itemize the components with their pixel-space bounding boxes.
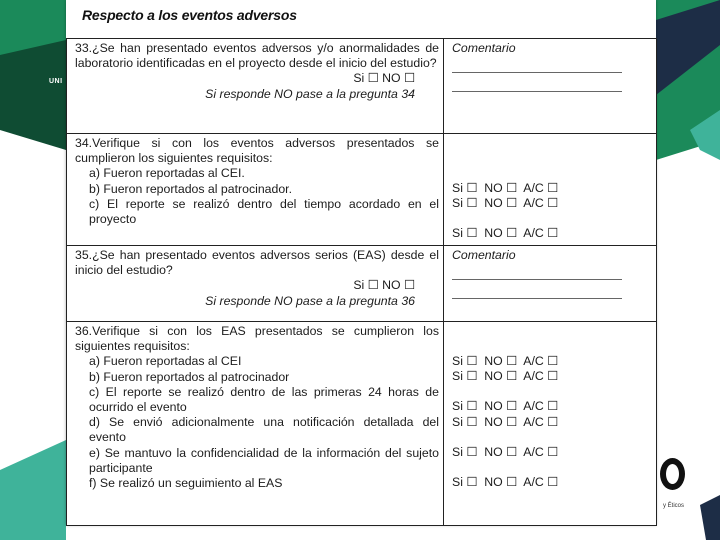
question-34-answer-a[interactable]: Si ☐ NO ☐ A/C ☐ bbox=[452, 181, 559, 195]
dark-green-band-left bbox=[0, 40, 66, 150]
question-36-item-b: b) Fueron reportados al patrocinador bbox=[89, 369, 290, 384]
question-36-answer-c[interactable]: Si ☐ NO ☐ A/C ☐ bbox=[452, 399, 559, 414]
logo-caption: y Éticos bbox=[663, 503, 685, 509]
question-33-skip-note: Si responde NO pase a la pregunta 34 bbox=[205, 86, 415, 101]
question-33-comment-label: Comentario bbox=[452, 41, 516, 55]
question-35-skip-note: Si responde NO pase a la pregunta 36 bbox=[205, 293, 415, 308]
question-36-answer-e[interactable]: Si ☐ NO ☐ A/C ☐ bbox=[452, 444, 559, 459]
question-36-answer-f[interactable]: Si ☐ NO ☐ A/C ☐ bbox=[452, 475, 559, 490]
question-33-row bbox=[67, 39, 657, 134]
question-35-comment-line-1[interactable] bbox=[452, 263, 622, 280]
question-36-item-e: e) Se mantuvo la confidencialidad de la información del sujeto participante bbox=[89, 445, 439, 475]
question-33-options[interactable]: Si ☐ NO ☐ bbox=[353, 71, 415, 86]
question-34-row bbox=[67, 134, 657, 246]
question-36-item-c: c) El reporte se realizó dentro de las primeras 24 horas de ocurrido el evento bbox=[89, 384, 439, 415]
question-34-item-b: b) Fueron reportados al patrocinador. bbox=[89, 181, 293, 196]
teal-band-bottom-left bbox=[0, 440, 66, 540]
question-36-answer-a[interactable]: Si ☐ NO ☐ A/C ☐ bbox=[452, 354, 559, 368]
question-35-row bbox=[67, 246, 657, 322]
question-34-answer-b[interactable]: Si ☐ NO ☐ A/C ☐ bbox=[452, 196, 559, 211]
adverse-events-table bbox=[66, 38, 657, 526]
form-document bbox=[66, 0, 656, 525]
logo-circle-icon bbox=[660, 458, 685, 490]
question-36-intro: 36.Verifique si con los EAS presentados se cumplieron los siguientes requisitos: bbox=[75, 324, 439, 354]
question-34-intro: 34.Verifique si con los eventos adversos presentados se cumplieron los siguientes requisitos: bbox=[75, 136, 439, 166]
question-35-options[interactable]: Si ☐ NO ☐ bbox=[353, 278, 415, 293]
question-35-comment-line-2[interactable] bbox=[452, 282, 622, 299]
question-34-item-a: a) Fueron reportadas al CEI. bbox=[89, 166, 245, 181]
question-36-row bbox=[67, 322, 657, 526]
question-33-comment-line-1[interactable] bbox=[452, 56, 622, 73]
brand-fragment: UNI bbox=[49, 78, 63, 85]
question-35-text: 35.¿Se han presentado eventos adversos serios (EAS) desde el inicio del estudio? bbox=[75, 248, 439, 278]
question-35-comment-label: Comentario bbox=[452, 248, 516, 262]
navy-corner-right bbox=[700, 495, 720, 540]
question-36-item-a: a) Fueron reportadas al CEI bbox=[89, 354, 242, 369]
question-36-answer-d[interactable]: Si ☐ NO ☐ A/C ☐ bbox=[452, 414, 559, 429]
question-33-text: 33.¿Se han presentado eventos adversos y/o anormalidades de laboratorio identificadas en el proyecto desde el inicio del estudio? bbox=[75, 41, 439, 71]
question-36-item-f: f) Se realizó un seguimiento al EAS bbox=[89, 476, 283, 491]
question-34-answer-c[interactable]: Si ☐ NO ☐ A/C ☐ bbox=[452, 226, 559, 241]
question-34-item-c: c) El reporte se realizó dentro del tiempo acordado en el proyecto bbox=[89, 196, 439, 227]
question-36-answer-b[interactable]: Si ☐ NO ☐ A/C ☐ bbox=[452, 369, 559, 384]
question-36-item-d: d) Se envió adicionalmente una notificación detallada del evento bbox=[89, 415, 439, 445]
question-33-comment-line-2[interactable] bbox=[452, 75, 622, 92]
section-title: Respecto a los eventos adversos bbox=[82, 7, 297, 23]
